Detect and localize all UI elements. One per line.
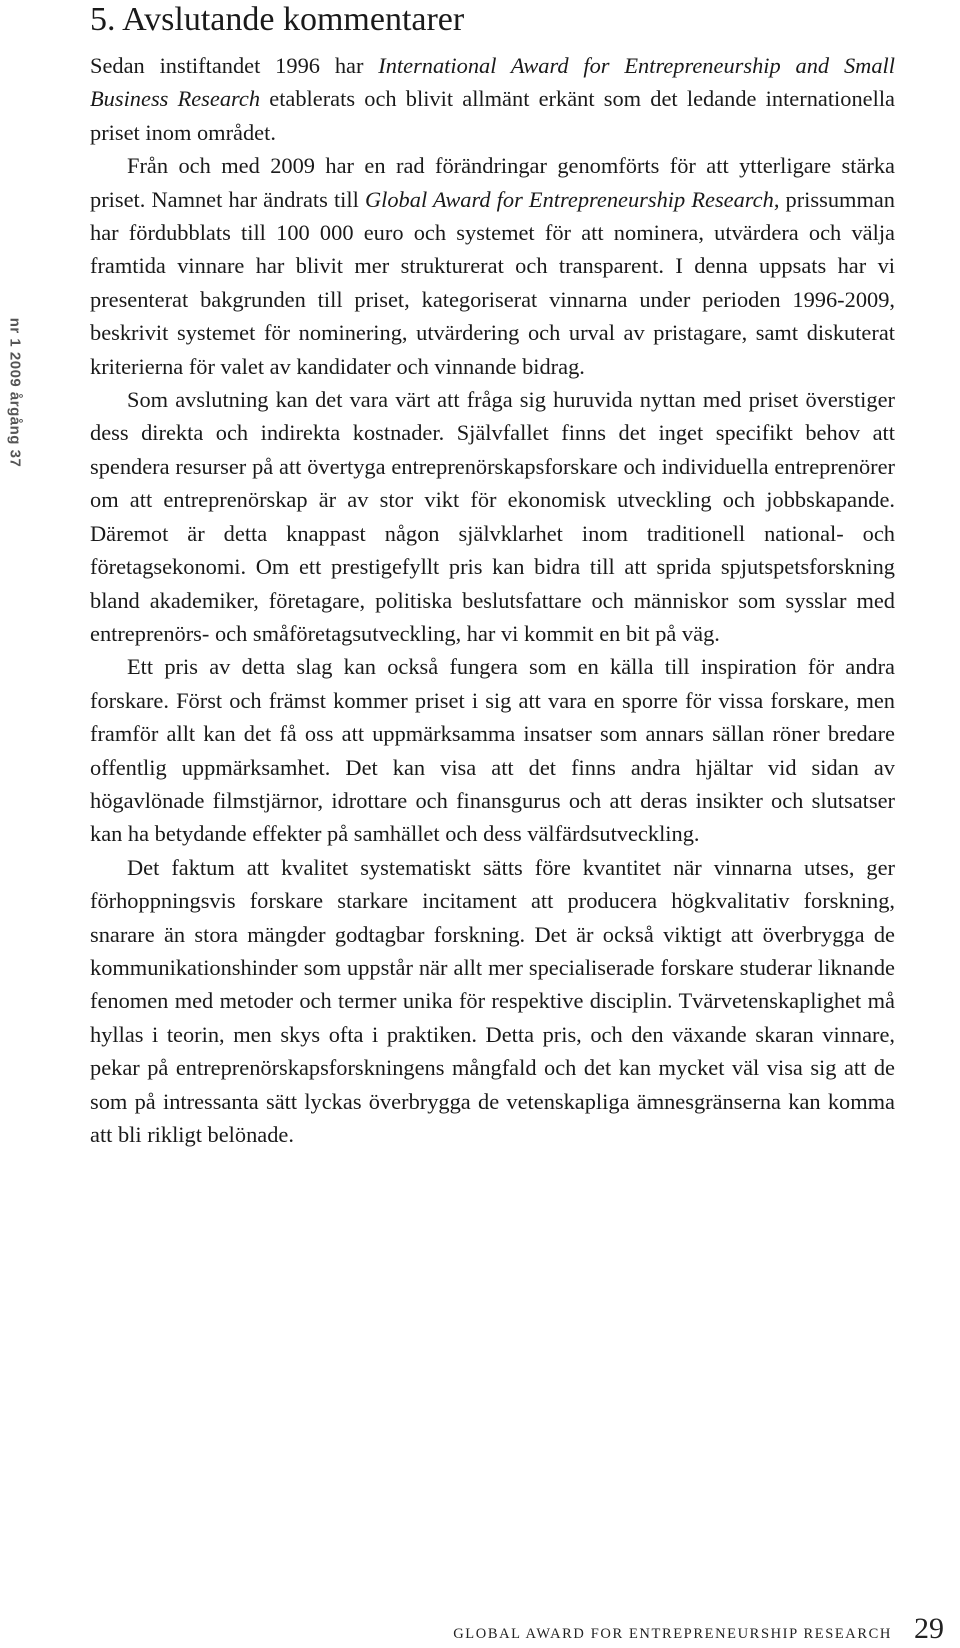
issue-label-text: nr 1 2009 årgång 37: [6, 317, 24, 467]
side-issue-label: [0, 292, 30, 492]
paragraph-2-text-a: Från och med 2009 har en rad förändringar genomförts för att ytterligare stärka priset. Namnet har ändrats till: [90, 153, 895, 212]
page-footer: [453, 1612, 944, 1646]
page-number: 29: [914, 1612, 944, 1645]
paragraph-2-italic: Global Award for Entrepreneurship Research: [364, 186, 774, 212]
paragraph-5: Det faktum att kvalitet systematiskt sätts före kvantitet när vinnarna utses, ger förhoppningsvis forskare starkare incitament att producera högkvalitativ forskning, snarare än stora mängder godtagbar forskning. Det är också viktigt att överbrygga de kommunikationshinder som uppstår när allt mer specialiserade forskare studerar liknande fenomen med metoder och termer unika för respektive disciplin. Tvärvetenskaplighet må hyllas i teorin, men skys ofta i praktiken. Detta pris, och den växande skaran vinnare, pekar på entreprenörskapsforskningens mångfald och det kan mycket väl visa sig att de som på intressanta sätt lyckas överbrygga de vetenskapliga ämnesgränserna kan komma att bli rikligt belönade.: [90, 854, 895, 1147]
paragraph-3: Som avslutning kan det vara värt att fråga sig huruvida nyttan med priset överstiger dess direkta och indirekta kostnader. Självfallet finns det inget specifikt behov att spendera resurser på att övertyga entreprenörskapsforskare och individuella entreprenörer om att entreprenörskap är av stor vikt för ekonomisk utveckling och jobbskapande. Däremot är detta knappast någon självklarhet inom traditionell national- och företagsekonomi. Om ett prestigefyllt pris kan bidra till att sprida spjutspetsforskning bland akademiker, företagare, politiska beslutsfattare och människor som sysslar med entreprenörs- och småföretagsutveckling, har vi kommit en bit på väg.: [90, 387, 895, 646]
section-heading: 5. Avslutande kommentarer: [90, 1, 465, 38]
paragraph-1-text-a: Sedan instiftandet 1996 har: [90, 53, 379, 78]
paragraph-4: Ett pris av detta slag kan också fungera som en källa till inspiration för andra forskare. Först och främst kommer priset i sig att vara en sporre för vissa forskare, men framför allt kan det få oss att uppmärksamma insatser som annars sällan röner bredare offentlig uppmärksamhet. Det kan visa att det finns andra hjältar vid sidan av högavlönade filmstjärnor, idrottare och finansgurus och att deras insikter och slutsatser kan ha betydande effekter på samhället och dess välfärdsutveckling.: [90, 654, 895, 847]
paragraph-2-text-b: , prissumman har fördubblats till 100 000 euro och systemet för att nominera, utvärdera och välja framtida vinnare har blivit mer strukturerat och transparent. I denna uppsats har vi presenterat bakgrunden till priset, kategoriserat vinnarna under perioden 1996-2009, beskrivit systemet för nominering, utvärdering och urval av pristagare, samt diskuterat kriterierna för valet av kandidater och vinnande bidrag.: [90, 186, 895, 379]
article-body: [90, 0, 895, 1151]
paragraph-2: [90, 149, 895, 383]
paragraph-1-text-b: etablerats och blivit allmänt erkänt som det ledande internationella priset inom området.: [90, 86, 895, 145]
footer-running-title: GLOBAL AWARD FOR ENTREPRENEURSHIP RESEARCH: [453, 1626, 892, 1642]
paragraph-1: [90, 49, 895, 149]
paragraph-1-italic: International Award for Entrepreneurship and Small Business Research: [90, 53, 895, 112]
